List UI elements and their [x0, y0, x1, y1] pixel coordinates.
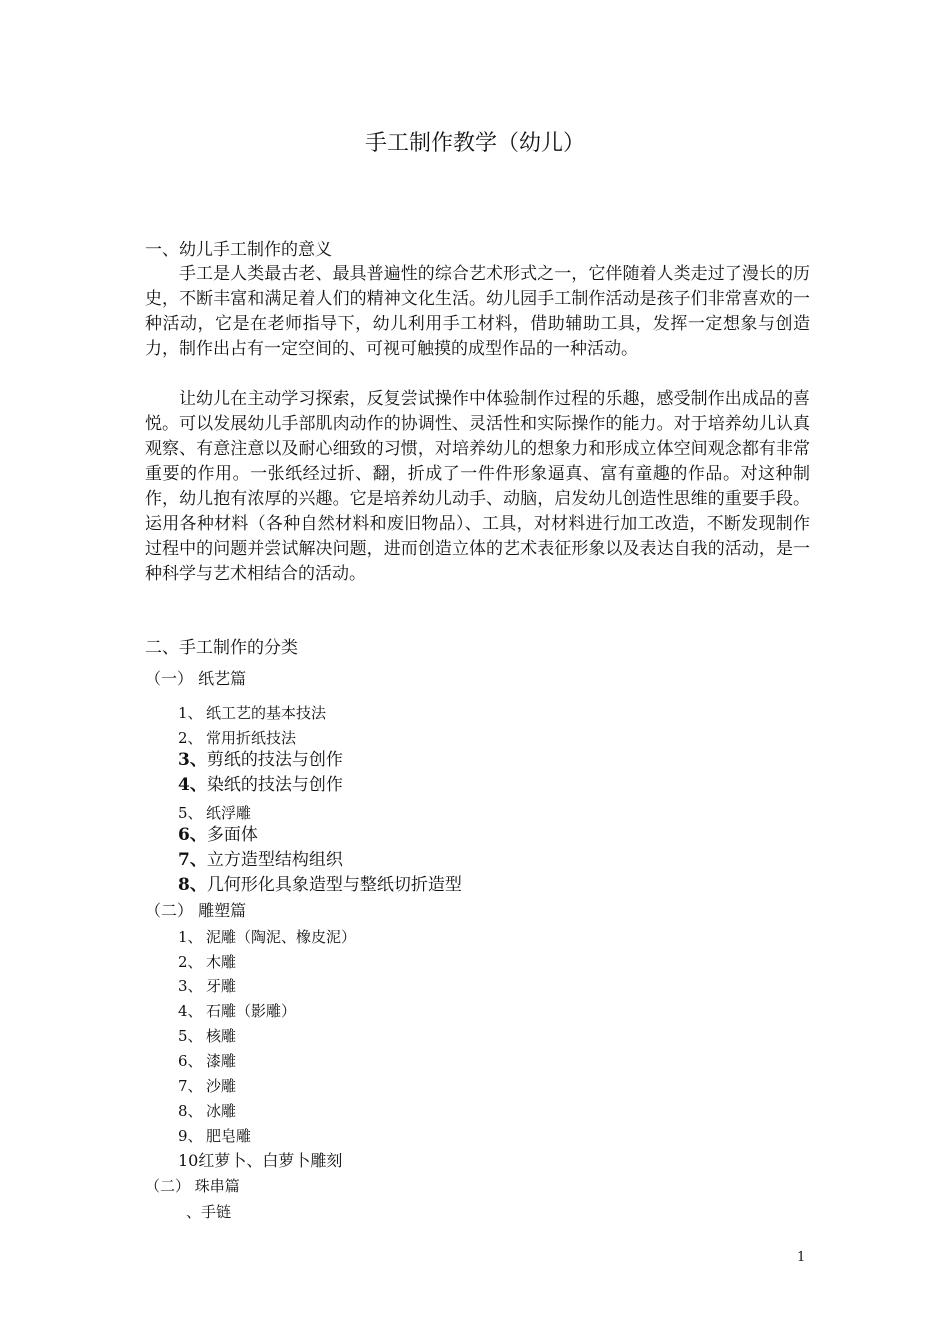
list-item: 8、几何形化具象造型与整纸切折造型 — [178, 875, 462, 895]
subsection-heading-sculpture: （二） 雕塑篇 — [145, 901, 247, 920]
list-item: 3、剪纸的技法与创作 — [178, 750, 343, 770]
list-item: 8、 冰雕 — [178, 1102, 237, 1120]
list-item: 2、 常用折纸技法 — [178, 729, 297, 747]
list-item: 1、 泥雕（陶泥、橡皮泥） — [178, 928, 357, 946]
list-item: 、手链 — [186, 1203, 232, 1221]
list-item: 7、立方造型结构组织 — [178, 850, 343, 870]
list-item: 2、 木雕 — [178, 953, 237, 971]
list-item: 9、 肥皂雕 — [178, 1127, 252, 1145]
section-heading-meaning: 一、幼儿手工制作的意义 — [145, 240, 332, 260]
list-item: 6、多面体 — [178, 825, 258, 845]
list-item: 1、 纸工艺的基本技法 — [178, 704, 327, 722]
paragraph-1: 手工是人类最古老、最具普遍性的综合艺术形式之一，它伴随着人类走过了漫长的历史，不断丰富和满足着人们的精神文化生活。幼儿园手工制作活动是孩子们非常喜欢的一种活动，它是在老师指导下，幼儿利用手工材料，借助辅助工具，发挥一定想象与创造力，制作出占有一定空间的、可视可触摸的成型作品的一种活动。 — [145, 264, 810, 359]
list-item: 3、 牙雕 — [178, 977, 237, 995]
subsection-heading-paper: （一） 纸艺篇 — [145, 669, 247, 688]
list-item: 5、 纸浮雕 — [178, 804, 252, 822]
page-title: 手工制作教学（幼儿） — [364, 131, 585, 156]
list-item: 10红萝卜、白萝卜雕刻 — [178, 1151, 343, 1170]
list-item: 4、 石雕（影雕） — [178, 1002, 297, 1020]
section-heading-classification: 二、手工制作的分类 — [145, 638, 298, 658]
list-item: 6、 漆雕 — [178, 1052, 237, 1070]
subsection-heading-beads: （二） 珠串篇 — [145, 1177, 240, 1195]
page-number: 1 — [797, 1250, 806, 1265]
paragraph-2: 让幼儿在主动学习探索，反复尝试操作中体验制作过程的乐趣，感受制作出成品的喜悦。可以发展幼儿手部肌肉动作的协调性、灵活性和实际操作的能力。对于培养幼儿认真观察、有意注意以及耐心细致的习惯，对培养幼儿的想象力和形成立体空间观念都有非常重要的作用。一张纸经过折、翻，折成了一件件形象逼真、富有童趣的作品。对这种制作，幼儿抱有浓厚的兴趣。它是培养幼儿动手、动脑，启发幼儿创造性思维的重要手段。运用各种材料（各种自然材料和废旧物品）、工具，对材料进行加工改造，不断发现制作过程中的问题并尝试解决问题，进而创造立体的艺术表征形象以及表达自我的活动，是一种科学与艺术相结合的活动。 — [145, 389, 810, 584]
list-item: 7、 沙雕 — [178, 1077, 237, 1095]
list-item: 4、染纸的技法与创作 — [178, 775, 343, 795]
list-item: 5、 核雕 — [178, 1027, 237, 1045]
